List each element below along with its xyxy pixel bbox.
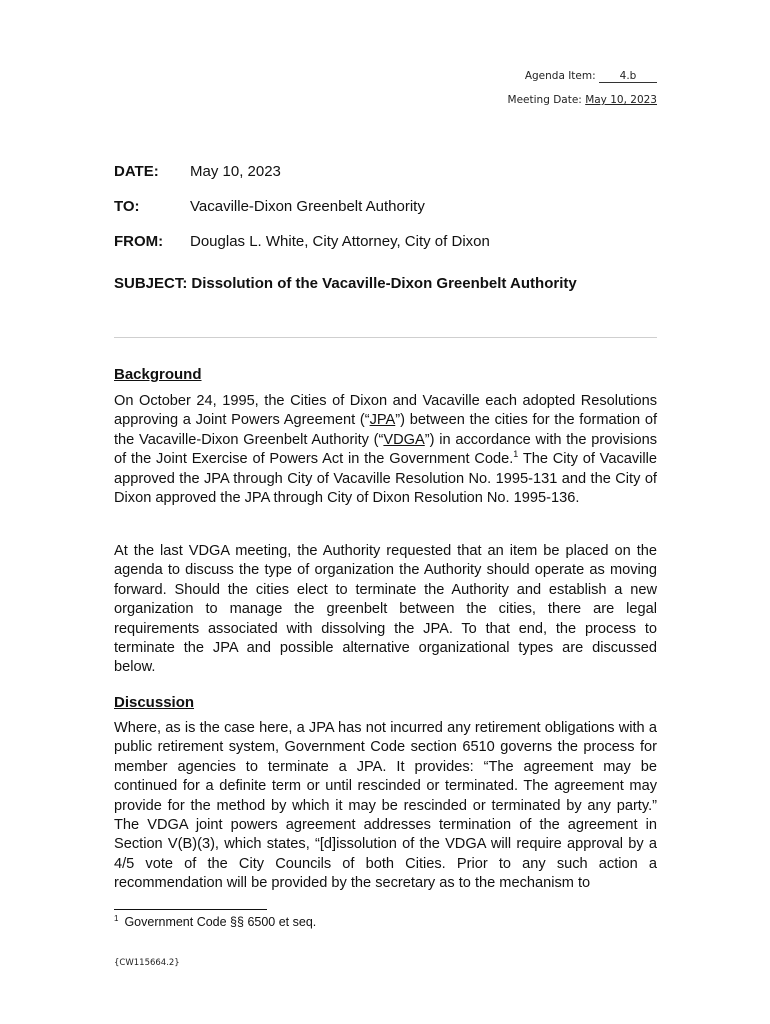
discussion-heading: Discussion <box>114 694 195 711</box>
memo-to-value: Vacaville-Dixon Greenbelt Authority <box>190 198 425 215</box>
meeting-date-label: Meeting Date: <box>507 94 582 106</box>
discussion-paragraph-1: Where, as is the case here, a JPA has not incurred any retirement obligations with a public retirement system, Government Code section 6510 governs the process for member agencies to terminate a JPA. It provides: “The agreement may be continued for a definite term or until rescinded or terminated. The agreement may provide for the method by which it may be rescinded or terminated by any party.” The VDGA joint powers agreement addresses termination of the agreement in Section V(B)(3), which states, “[d]issolution of the VDGA will require approval by a 4/5 vote of the City Councils of both Cities. Prior to any such action a recommendation will be provided by the secretary as to the mechanism to <box>114 720 657 892</box>
agenda-item-label: Agenda Item: <box>524 70 596 82</box>
jpa-defined-term: JPA <box>369 412 396 429</box>
memo-subject-label: SUBJECT: <box>114 275 188 292</box>
meeting-date-line <box>508 94 657 106</box>
memo-from-label: FROM: <box>114 233 164 250</box>
background-paragraph-2: At the last VDGA meeting, the Authority requested that an item be placed on the agenda to discuss the type of organization the Authority should operate as moving forward. Should the cities elect to terminate the Authority and establish a new organization to manage the greenbelt between the cities, there are legal requirements associated with dissolving the JPA. To that end, the process to terminate the JPA and possible alternative organizational types are discussed below. <box>114 543 657 676</box>
memo-date-label: DATE: <box>114 163 159 180</box>
memo-date-value: May 10, 2023 <box>190 163 281 180</box>
memo-to-row <box>114 198 425 215</box>
memo-from-value: Douglas L. White, City Attorney, City of Dixon <box>190 233 490 250</box>
bg-p1-text-b: ”) between the cities for the formation of the Vacaville-Dixon Greenbelt Authority (“ <box>114 412 658 448</box>
memo-to-label: TO: <box>114 198 140 215</box>
background-heading: Background <box>114 366 202 383</box>
memo-subject-row <box>114 275 577 292</box>
footnote-number: 1 <box>114 914 119 923</box>
memo-subject-value: Dissolution of the Vacaville-Dixon Greenbelt Authority <box>191 275 577 292</box>
footnote <box>114 914 316 929</box>
bg-p1-text-a: On October 24, 1995, the Cities of Dixon and Vacaville each adopted Resolutions approving a Joint Powers Agreement (“ <box>114 393 657 429</box>
footnote-divider <box>114 909 267 910</box>
document-id: {CW115664.2} <box>114 958 180 968</box>
meeting-date-value: May 10, 2023 <box>585 94 657 106</box>
footnote-reference[interactable]: 1 <box>513 449 519 460</box>
background-paragraph-1 <box>114 392 657 508</box>
bg-p1-text-c: ”) in accordance with the provisions of the Joint Exercise of Powers Act in the Government Code. <box>114 431 657 468</box>
footnote-text: Government Code §§ 6500 et seq. <box>124 915 317 930</box>
vdga-defined-term: VDGA <box>383 431 425 448</box>
header-divider <box>114 337 657 338</box>
agenda-item-line <box>525 70 657 83</box>
memo-date-row <box>114 163 281 180</box>
agenda-item-value: 4.b <box>599 70 657 83</box>
memo-from-row <box>114 233 490 250</box>
bg-p1-text-d: The City of Vacaville approved the JPA through City of Vacaville Resolution No. 1995-131 and the City of Dixon approved the JPA through City of Dixon Resolution No. 1995-136. <box>114 451 657 507</box>
